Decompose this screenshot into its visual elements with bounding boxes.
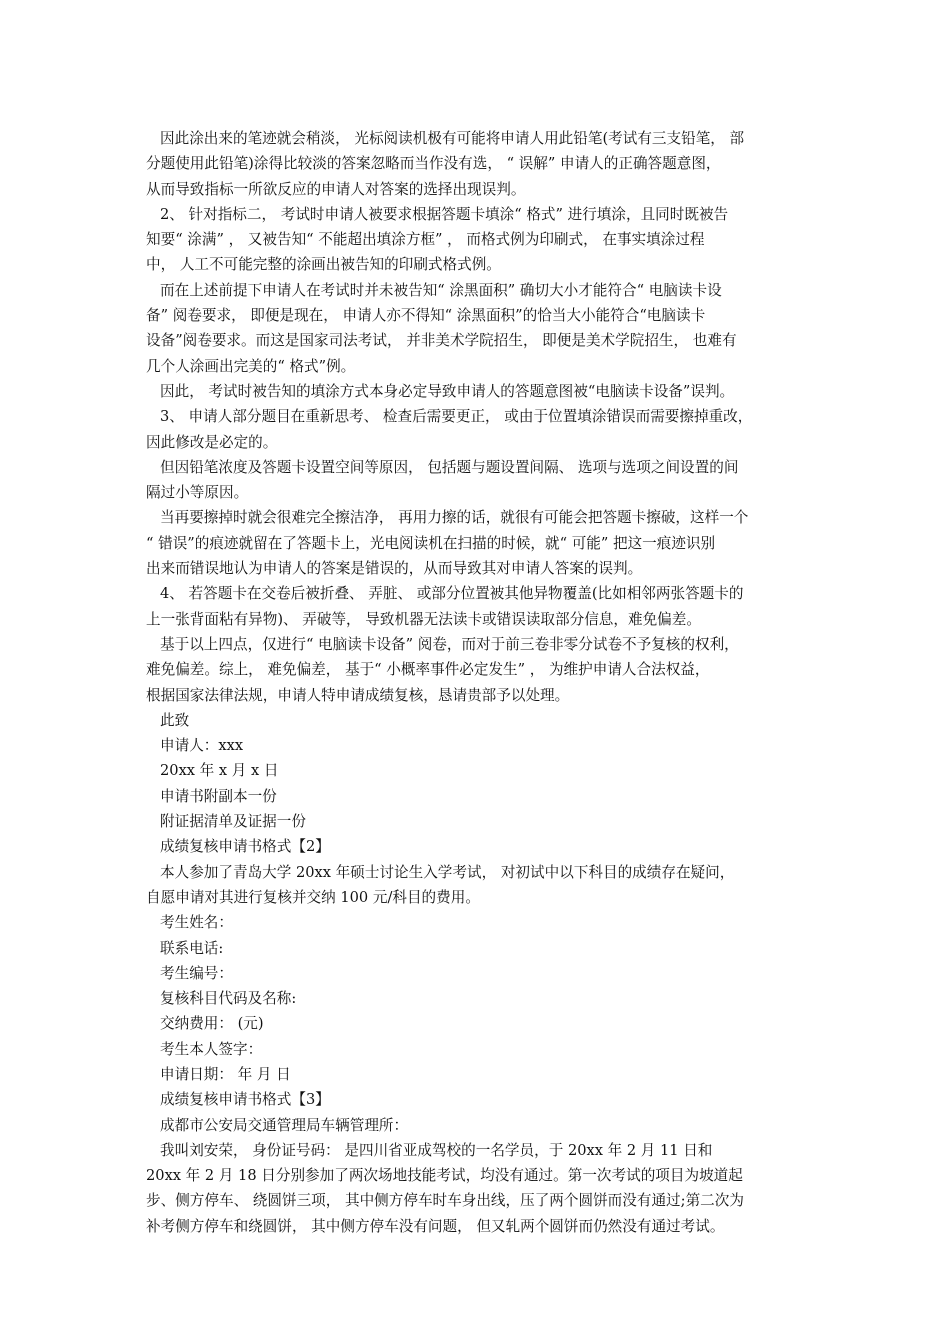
text-line: 20xx 年 2 月 18 日分别参加了两次场地技能考试，均没有通过。第一次考试的项目为坡道起: [146, 1167, 743, 1185]
text-line: 成绩复核申请书格式【3】: [160, 1091, 330, 1109]
text-line: 而在上述前提下申请人在考试时并未被告知“ 涂黑面积” 确切大小才能符合“ 电脑读卡设: [160, 281, 722, 299]
document-body: [146, 126, 810, 1239]
text-line: 20xx 年 x 月 x 日: [160, 762, 279, 780]
text-line: 分题使用此铅笔)涂得比较淡的答案忽略而当作没有选， “ 误解” 申请人的正确答题意图，: [146, 155, 721, 173]
text-line: 因此修改是必定的。: [146, 433, 278, 451]
text-line: 附证据清单及证据一份: [160, 813, 306, 831]
text-line: 但因铅笔浓度及答题卡设置空间等原因， 包括题与题设置间隔、 选项与选项之间设置的间: [160, 458, 739, 476]
text-line: 上一张背面粘有异物)、 弄破等， 导致机器无法读卡或错误读取部分信息，难免偏差。: [146, 610, 701, 628]
text-line: 申请人：xxx: [160, 737, 244, 755]
text-line: 自愿申请对其进行复核并交纳 100 元/科目的费用。: [146, 888, 480, 906]
text-line: 难免偏差。综上， 难免偏差， 基于“ 小概率事件必定发生” ， 为维护申请人合法权益，: [146, 661, 710, 679]
text-line: 因此涂出来的笔迹就会稍淡， 光标阅读机极有可能将申请人用此铅笔(考试有三支铅笔， 部: [160, 130, 745, 147]
text-line: 联系电话:: [160, 939, 224, 957]
text-line: 成绩复核申请书格式【2】: [160, 838, 330, 856]
text-line: 复核科目代码及名称:: [160, 990, 297, 1008]
text-line: 当再要擦掉时就会很难完全擦洁净， 再用力擦的话，就很有可能会把答题卡擦破，这样一个: [160, 509, 749, 527]
text-line: 几个人涂画出完美的“ 格式”例。: [146, 357, 356, 375]
text-line: 4、 若答题卡在交卷后被折叠、 弄脏、 或部分位置被其他异物覆盖(比如相邻两张答题卡的: [160, 585, 744, 603]
text-line: 3、 申请人部分题目在重新思考、 检查后需要更正， 或由于位置填涂错误而需要擦掉重改，: [160, 408, 753, 426]
text-line: 基于以上四点，仅进行“ 电脑读卡设备” 阅卷，而对于前三卷非零分试卷不予复核的权利，: [160, 635, 739, 653]
text-line: 申请书附副本一份: [160, 787, 277, 805]
text-line: 申请日期： 年 月 日: [160, 1065, 291, 1083]
text-line: 我叫刘安荣， 身份证号码： 是四川省亚成驾校的一名学员，于 20xx 年 2 月 11 日和: [160, 1141, 713, 1159]
text-line: 考生姓名：: [160, 914, 233, 932]
text-line: 根据国家法律法规，申请人特申请成绩复核，恳请贵部予以处理。: [146, 686, 570, 704]
text-line: 知要“ 涂满” ， 又被告知“ 不能超出填涂方框” ， 而格式例为印刷式， 在事实填涂过程: [146, 231, 705, 249]
text-line: 因此， 考试时被告知的填涂方式本身必定导致申请人的答题意图被“电脑读卡设备”误判。: [160, 382, 735, 400]
text-line: 2、 针对指标二， 考试时申请人被要求根据答题卡填涂“ 格式” 进行填涂，且同时既被告: [160, 205, 729, 223]
text-line: 设备”阅卷要求。而这是国家司法考试， 并非美术学院招生， 即便是美术学院招生， 也难有: [146, 332, 737, 350]
text-line: 考生编号：: [160, 964, 233, 982]
text-line: 此致: [160, 711, 190, 729]
text-line: “ 错误”的痕迹就留在了答题卡上，光电阅读机在扫描的时候，就“ 可能” 把这一痕迹识别: [146, 534, 716, 552]
text-line: 交纳费用： (元): [160, 1015, 264, 1033]
text-line: 补考侧方停车和绕圆饼， 其中侧方停车没有问题， 但又轧两个圆饼而仍然没有通过考试。: [146, 1217, 725, 1235]
text-line: 中， 人工不可能完整的涂画出被告知的印刷式格式例。: [146, 256, 501, 274]
text-line: 隔过小等原因。: [146, 484, 249, 502]
text-line: 步、侧方停车、 绕圆饼三项， 其中侧方停车时车身出线，压了两个圆饼而没有通过;第二次为: [146, 1192, 744, 1210]
text-line: 本人参加了青岛大学 20xx 年硕士讨论生入学考试， 对初试中以下科目的成绩存在疑问，: [160, 863, 735, 881]
text-line: 考生本人签字：: [160, 1040, 263, 1058]
text-line: 成都市公安局交通管理局车辆管理所：: [160, 1116, 409, 1134]
text-line: 从而导致指标一所欲反应的申请人对答案的选择出现误判。: [146, 180, 526, 198]
text-line: 备” 阅卷要求， 即便是现在， 申请人亦不得知“ 涂黑面积”的恰当大小能符合“电脑读卡: [146, 307, 706, 325]
text-line: 出来而错误地认为申请人的答案是错误的，从而导致其对申请人答案的误判。: [146, 560, 643, 578]
